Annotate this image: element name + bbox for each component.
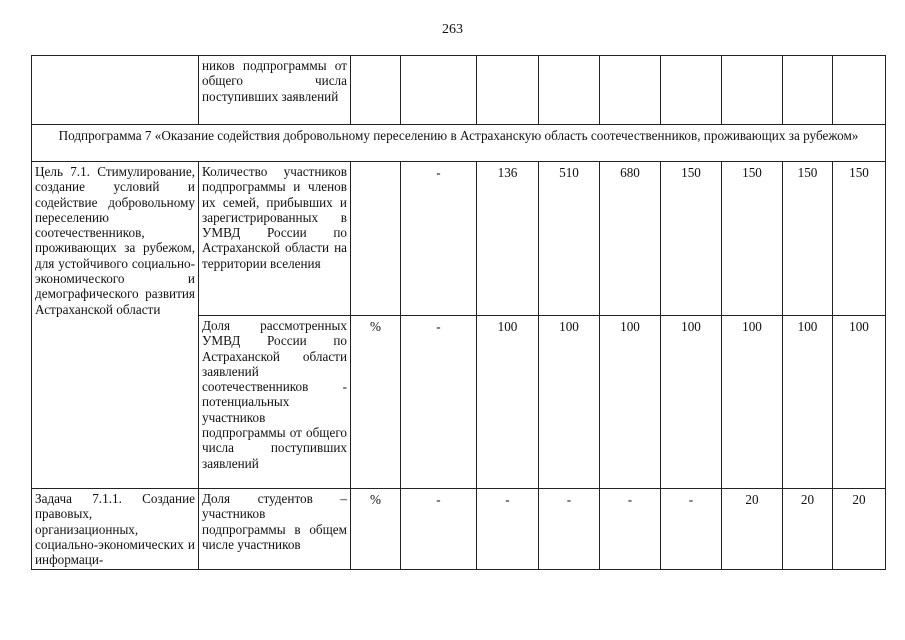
value-cell: - xyxy=(401,489,477,570)
value-cell: - xyxy=(539,489,600,570)
indicator-name: Доля рассмотренных УМВД России по Астраханской области заявлений соотечественников - потенциальных участников подпрограммы от общего числа поступивших заявлений xyxy=(199,316,351,489)
value-cell xyxy=(833,56,886,125)
value-cell xyxy=(722,56,783,125)
value-cell: 136 xyxy=(477,162,539,316)
value-cell: - xyxy=(401,162,477,316)
indicators-table xyxy=(31,55,886,570)
value-cell: 150 xyxy=(833,162,886,316)
indicator-name: ников подпрограммы от общего числа поступивших заявлений xyxy=(199,56,351,125)
value-cell: - xyxy=(401,316,477,489)
value-cell: 100 xyxy=(539,316,600,489)
value-cell: 680 xyxy=(600,162,661,316)
value-cell: 100 xyxy=(833,316,886,489)
value-cell: 150 xyxy=(661,162,722,316)
value-cell: 150 xyxy=(783,162,833,316)
table-row xyxy=(32,125,886,162)
indicator-name: Доля студентов – участников подпрограммы в общем числе участников xyxy=(199,489,351,570)
value-cell: 510 xyxy=(539,162,600,316)
value-cell: - xyxy=(477,489,539,570)
value-cell: - xyxy=(600,489,661,570)
value-cell: 100 xyxy=(477,316,539,489)
value-cell xyxy=(539,56,600,125)
value-cell: 100 xyxy=(661,316,722,489)
value-cell xyxy=(477,56,539,125)
table-row xyxy=(32,56,886,125)
value-cell: - xyxy=(661,489,722,570)
value-cell xyxy=(661,56,722,125)
value-cell: 100 xyxy=(600,316,661,489)
page-number: 263 xyxy=(442,22,463,37)
unit-cell xyxy=(351,162,401,316)
value-cell: 150 xyxy=(722,162,783,316)
unit-cell xyxy=(351,56,401,125)
value-cell: 100 xyxy=(783,316,833,489)
value-cell: 20 xyxy=(833,489,886,570)
task-text: Задача 7.1.1. Создание правовых, организационных, социально-экономических и информаци- xyxy=(32,489,199,570)
value-cell: 20 xyxy=(722,489,783,570)
value-cell xyxy=(401,56,477,125)
empty-cell xyxy=(32,56,199,125)
table-row xyxy=(32,489,886,570)
unit-cell: % xyxy=(351,316,401,489)
unit-cell: % xyxy=(351,489,401,570)
subprogram-header: Подпрограмма 7 «Оказание содействия добровольному переселению в Астраханскую область соотечественников, проживающих за рубежом» xyxy=(32,125,886,162)
indicator-name: Количество участников подпрограммы и членов их семей, прибывших и зарегистрированных в УМВД России по Астраханской области на территории вселения xyxy=(199,162,351,316)
value-cell: 100 xyxy=(722,316,783,489)
goal-text: Цель 7.1. Стимулирование, создание условий и содействие добровольному переселению соотечественников, проживающих за рубежом, для устойчивого социально-экономического и демографического развития Астраханской области xyxy=(32,162,199,489)
table-row xyxy=(32,162,886,316)
value-cell xyxy=(600,56,661,125)
value-cell xyxy=(783,56,833,125)
value-cell: 20 xyxy=(783,489,833,570)
